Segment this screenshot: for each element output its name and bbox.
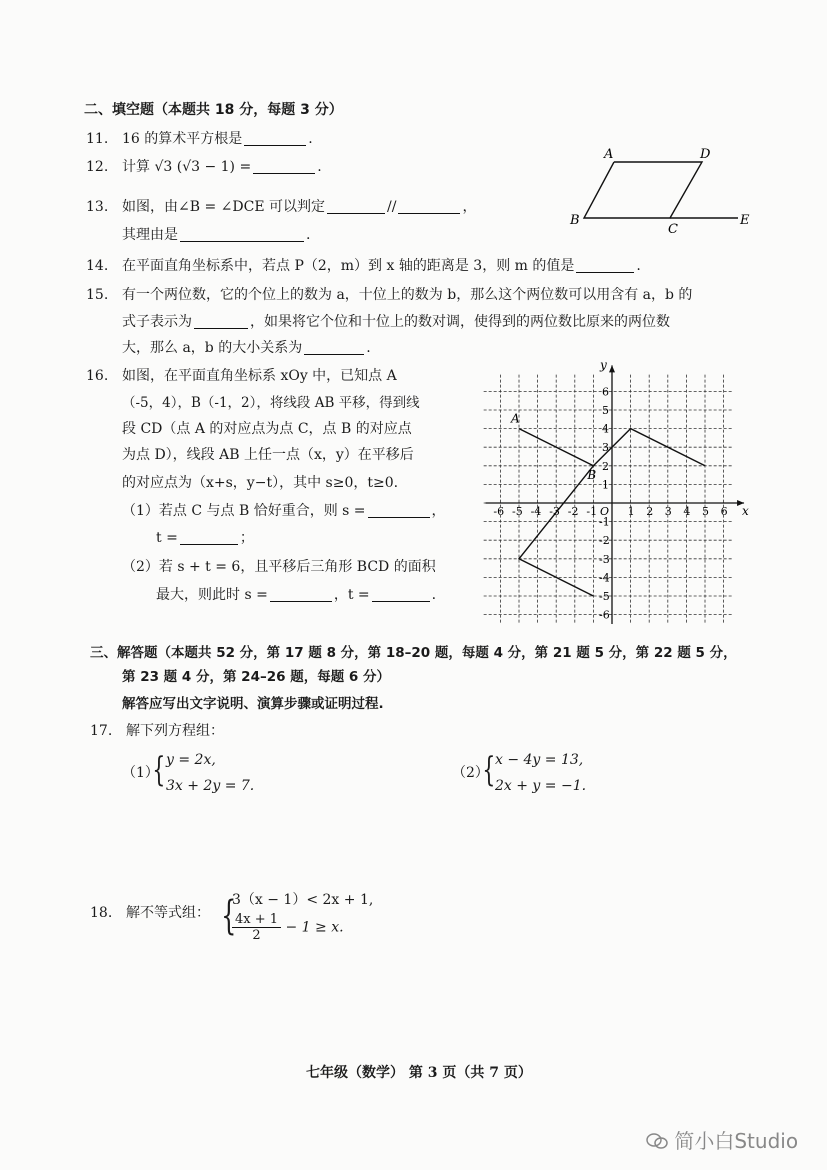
- question-16-line-2: （-5，4），B（-1，2），将线段 AB 平移，得到线: [122, 395, 420, 411]
- brace-2: {: [482, 750, 496, 790]
- answer-blank[interactable]: [327, 199, 385, 214]
- brace-3: {: [221, 893, 237, 939]
- system-2-eq-2: 2x + y = −1.: [495, 778, 587, 794]
- x-tick-label: -6: [493, 505, 505, 518]
- question-16-line-3: 段 CD（点 A 的对应点为点 C，点 B 的对应点: [122, 421, 412, 437]
- x-tick-label: 3: [664, 505, 672, 518]
- fraction: $\frac{4x + 1}{2}$: [232, 912, 281, 943]
- y-tick-label: -2: [599, 534, 610, 548]
- inequality-1: 3（x − 1）< 2x + 1,: [232, 892, 374, 908]
- answer-blank[interactable]: [180, 530, 238, 545]
- point-b-label: B: [587, 467, 597, 482]
- section-3-title: 三、解答题（本题共 52 分，第 17 题 8 分，第 18–20 题，每题 4 分，第 21 题 5 分，第 22 题 5 分，: [90, 645, 737, 661]
- wechat-icon: [646, 1132, 668, 1150]
- section-2-title: 二、填空题（本题共 18 分，每题 3 分）: [84, 102, 343, 118]
- point-a-label: A: [511, 411, 520, 426]
- answer-blank[interactable]: [194, 314, 248, 329]
- y-tick-label: -5: [599, 590, 610, 603]
- x-tick-label: -5: [512, 505, 523, 518]
- x-tick-label: 1: [627, 505, 635, 518]
- section-3-instructions: 解答应写出文字说明、演算步骤或证明过程.: [122, 696, 384, 712]
- x-tick-label: 2: [646, 505, 654, 518]
- answer-blank[interactable]: [398, 199, 460, 214]
- answer-blank[interactable]: [253, 159, 315, 174]
- question-16-part-2: （2）若 s + t = 6，且平移后三角形 BCD 的面积: [122, 559, 436, 575]
- question-15-line-3: 大，那么 a，b 的大小关系为 .: [122, 340, 371, 356]
- question-15-line-2: 式子表示为 ，如果将它个位和十位上的数对调，使得到的两位数比原来的两位数: [122, 314, 670, 330]
- question-13-reason: 其理由是 .: [122, 227, 311, 243]
- x-tick-label: 5: [702, 505, 709, 518]
- question-15: 15. 有一个两位数，它的个位上的数为 a，十位上的数为 b，那么这个两位数可以用含有 a，b 的: [86, 287, 693, 303]
- inequality-2: $\frac{4x + 1}{2}$ − 1 ≥ x.: [232, 912, 344, 943]
- y-axis-label: y: [600, 358, 607, 373]
- label-c: C: [668, 222, 678, 237]
- page-footer: 七年级（数学） 第 3 页（共 7 页）: [306, 1065, 532, 1081]
- y-tick-label: -6: [599, 608, 610, 622]
- x-tick-label: -3: [549, 505, 560, 518]
- system-1-eq-2: 3x + 2y = 7.: [166, 778, 255, 794]
- y-tick-label: -4: [599, 571, 610, 585]
- answer-blank[interactable]: [576, 258, 634, 273]
- x-tick-label: -2: [567, 505, 579, 518]
- parallelogram-figure: [568, 142, 758, 237]
- answer-blank[interactable]: [304, 340, 364, 355]
- question-16: 16. 如图，在平面直角坐标系 xOy 中，已知点 A: [86, 368, 397, 384]
- question-17-part-1-label: （1）: [122, 765, 159, 781]
- question-16-line-5: 的对应点为（x+s，y−t），其中 s≥0，t≥0.: [122, 475, 399, 491]
- answer-blank[interactable]: [372, 587, 430, 602]
- label-b: B: [570, 213, 580, 228]
- watermark: 简小白Studio: [646, 1125, 798, 1154]
- x-tick-label: -1: [586, 505, 598, 518]
- y-tick-label: 3: [602, 441, 609, 455]
- question-12: 12. 计算 √3 (√3 − 1) = .: [86, 159, 322, 175]
- section-3-title-2: 第 23 题 4 分，第 24–26 题，每题 6 分）: [122, 669, 390, 685]
- y-tick-label: 2: [602, 459, 609, 473]
- origin-label: O: [600, 505, 610, 518]
- question-18: 18. 解不等式组：: [90, 905, 210, 921]
- answer-blank[interactable]: [368, 503, 430, 518]
- y-tick-label: -1: [599, 515, 610, 529]
- label-e: E: [740, 213, 750, 228]
- question-17: 17. 解下列方程组：: [90, 723, 224, 739]
- question-14: 14. 在平面直角坐标系中，若点 P（2，m）到 x 轴的距离是 3，则 m 的值是 .: [86, 258, 641, 274]
- question-16-part-2-answer: 最大，则此时 s = ，t = .: [156, 587, 437, 603]
- y-tick-label: 5: [602, 404, 609, 417]
- y-tick-label: 1: [602, 478, 609, 492]
- x-tick-label: 4: [683, 505, 691, 518]
- system-1-eq-1: y = 2x,: [166, 752, 216, 768]
- system-2-eq-1: x − 4y = 13,: [495, 752, 584, 768]
- x-tick-label: -4: [530, 505, 542, 518]
- coordinate-grid: [478, 356, 756, 624]
- y-axis-arrow: [609, 365, 615, 372]
- label-d: D: [700, 147, 711, 162]
- question-16-part-1-t: t = ；: [156, 530, 254, 546]
- answer-blank[interactable]: [244, 131, 306, 146]
- question-16-line-4: 为点 D），线段 AB 上任一点（x，y）在平移后: [122, 447, 414, 463]
- question-16-part-1: （1）若点 C 与点 B 恰好重合，则 s = ，: [122, 503, 446, 519]
- question-13: 13. 如图，由∠B = ∠DCE 可以判定 // ，: [86, 199, 477, 215]
- label-a: A: [604, 147, 614, 162]
- parallelogram-abcd: [584, 162, 702, 218]
- question-17-part-2-label: （2）: [452, 765, 489, 781]
- x-tick-label: 6: [720, 505, 728, 518]
- y-tick-label: 4: [602, 422, 609, 436]
- y-tick-label: -3: [599, 552, 610, 566]
- y-tick-label: 6: [602, 385, 609, 399]
- answer-blank[interactable]: [270, 587, 332, 602]
- answer-blank[interactable]: [180, 227, 304, 242]
- x-axis-label: x: [742, 504, 749, 518]
- question-11: 11. 16 的算术平方根是 .: [86, 131, 313, 147]
- brace-1: {: [152, 750, 166, 790]
